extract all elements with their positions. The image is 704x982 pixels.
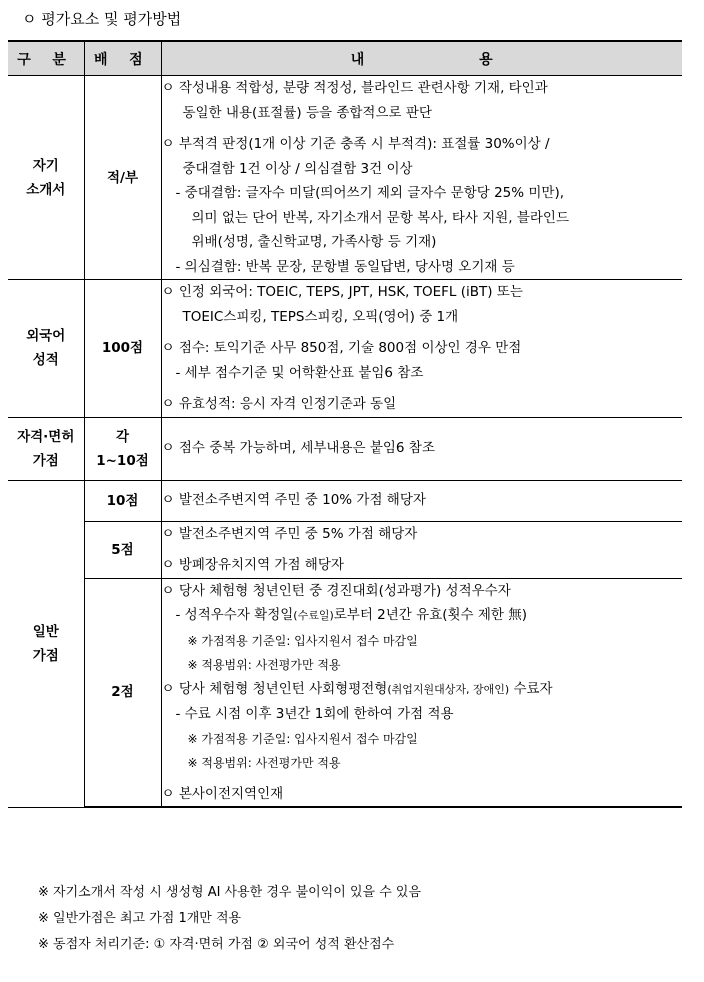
- evaluation-table: [8, 40, 682, 808]
- category-language: 외국어 성적: [8, 280, 84, 418]
- score-self-intro: 적/부: [84, 76, 161, 280]
- section-title: ㅇ 평가요소 및 평가방법: [22, 10, 182, 28]
- score-language: 100점: [84, 280, 161, 418]
- table-row-license: [8, 417, 682, 480]
- footnote: ※ 일반가점은 최고 가점 1개만 적용: [38, 911, 242, 926]
- table-row-general-5: [8, 521, 682, 578]
- category-general: 일반 가점: [8, 480, 84, 807]
- category-self-intro: 자기 소개서: [8, 76, 84, 280]
- score-general-10: 10점: [84, 480, 161, 521]
- category-license: 자격·면허 가점: [8, 417, 84, 480]
- content-general-2: ㅇ 당사 체험형 청년인턴 중 경진대회(성과평가) 성적우수자 - 성적우수자 확정일(수료일)로부터 2년간 유효(횟수 제한 無) ※ 가점적용 기준일: 입사지원서 접수 마감일 ※ 적용범위: 사전평가만 적용 ㅇ 당사 체험형 청년인턴 사회형평전형(취업지원대상자, 장애인) 수료자 - 수료 시점 이후 3년간 1회에 한하여 가점 적용 ※ 가점적용 기준일: 입사지원서 접수 마감일 ※ 적용범위: 사전평가만 적용 ㅇ 본사이전지역인재: [161, 578, 682, 807]
- footnote: ※ 자기소개서 작성 시 생성형 AI 사용한 경우 불이익이 있을 수 있음: [38, 885, 422, 900]
- footnotes: [38, 880, 421, 958]
- content-license: ㅇ 점수 중복 가능하며, 세부내용은 붙임6 참조: [161, 417, 682, 480]
- table-row-self-intro: [8, 76, 682, 280]
- header-content: 내 용: [161, 41, 682, 76]
- content-general-5: ㅇ 발전소주변지역 주민 중 5% 가점 해당자 ㅇ 방폐장유치지역 가점 해당자: [161, 521, 682, 578]
- header-score: 배 점: [84, 41, 161, 76]
- table-row-general-2: [8, 578, 682, 807]
- table-header-row: [8, 41, 682, 76]
- score-license: 각 1~10점: [84, 417, 161, 480]
- footnote: ※ 동점자 처리기준: ① 자격·면허 가점 ② 외국어 성적 환산점수: [38, 937, 395, 952]
- score-general-2: 2점: [84, 578, 161, 807]
- content-general-10: ㅇ 발전소주변지역 주민 중 10% 가점 해당자: [161, 480, 682, 521]
- score-general-5: 5점: [84, 521, 161, 578]
- table-row-language: [8, 280, 682, 418]
- content-language: ㅇ 인정 외국어: TOEIC, TEPS, JPT, HSK, TOEFL (iBT) 또는 TOEIC스피킹, TEPS스피킹, 오픽(영어) 중 1개 ㅇ 점수: 토익기준 사무 850점, 기술 800점 이상인 경우 만점 - 세부 점수기준 및 어학환산표 붙임6 참조 ㅇ 유효성적: 응시 자격 인정기준과 동일: [161, 280, 682, 418]
- table-row-general-10: [8, 480, 682, 521]
- header-category: 구 분: [8, 41, 84, 76]
- content-self-intro: ㅇ 작성내용 적합성, 분량 적정성, 블라인드 관련사항 기재, 타인과 동일한 내용(표절률) 등을 종합적으로 판단 ㅇ 부적격 판정(1개 이상 기준 충족 시 부적격): 표절률 30%이상 / 중대결함 1건 이상 / 의심결함 3건 이상 - 중대결함: 글자수 미달(띄어쓰기 제외 글자수 문항당 25% 미만), 의미 없는 단어 반복, 자기소개서 문항 복사, 타사 지원, 블라인드 위배(성명, 출신학교명, 가족사항 등 기재) - 의심결함: 반복 문장, 문항별 동일답변, 당사명 오기재 등: [161, 76, 682, 280]
